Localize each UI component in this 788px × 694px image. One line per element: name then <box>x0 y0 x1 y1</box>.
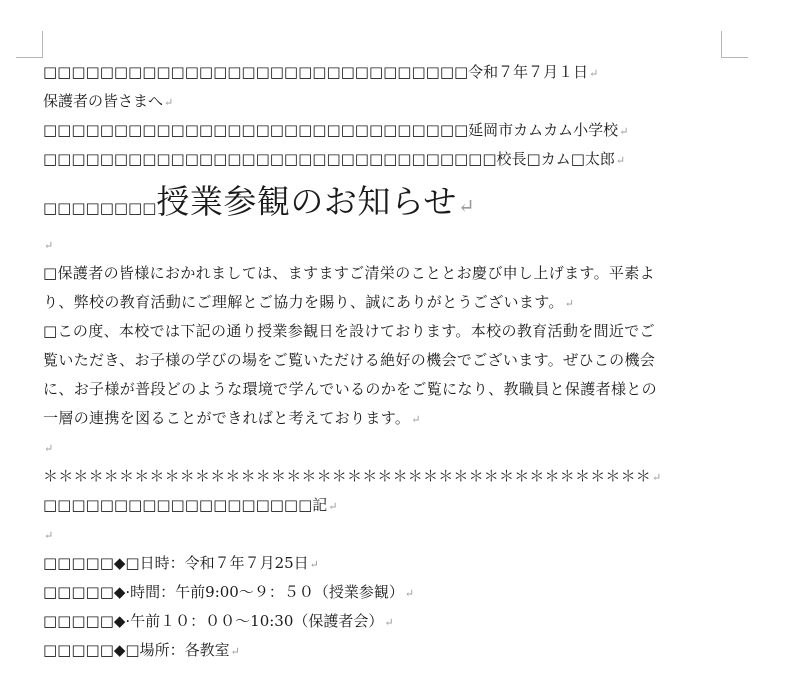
empty-paragraph <box>43 520 733 549</box>
paragraph-mark-icon: ↵ <box>589 67 599 80</box>
body-line: 覧いただき、お子様の学びの場をご覧いただける絶好の機会でございます。ぜひこの機会 <box>43 351 656 369</box>
detail-place: □□□□□◆□場所：各教室↵ <box>43 641 240 659</box>
detail-date: □□□□□◆□日時：令和７年７月25日↵ <box>43 554 319 572</box>
school-name-line: □□□□□□□□□□□□□□□□□□□□□□□□□□□□□□延岡市カムカム小学校↵ <box>43 121 629 139</box>
separator-line: ＊＊＊＊＊＊＊＊＊＊＊＊＊＊＊＊＊＊＊＊＊＊＊＊＊＊＊＊＊＊＊＊＊＊＊＊＊＊＊＊↵ <box>43 467 662 485</box>
paragraph-mark-icon: ↵ <box>384 616 394 629</box>
margin-corner-top-left <box>16 31 43 58</box>
paragraph-mark-icon: ↵ <box>411 413 421 426</box>
paragraph-mark-icon: ↵ <box>44 442 54 455</box>
addressee-line: 保護者の皆さまへ↵ <box>43 92 174 110</box>
detail-meeting: □□□□□◆·午前１０：００～10:30（保護者会）↵ <box>43 612 394 630</box>
paragraph-mark-icon: ↵ <box>457 194 475 218</box>
body-line: り、弊校の教育活動にご理解とご協力を賜り、誠にありがとうございます。↵ <box>43 293 575 311</box>
ki-line: □□□□□□□□□□□□□□□□□□□記↵ <box>43 496 338 514</box>
paragraph-mark-icon: ↵ <box>564 297 575 310</box>
body-line: □この度、本校では下記の通り授業参観日を設けております。本校の教育活動を間近でご <box>43 322 655 340</box>
paragraph-mark-icon: ↵ <box>404 587 415 600</box>
detail-time: □□□□□◆·時間：午前9:00～９：５０（授業参観）↵ <box>43 583 415 601</box>
paragraph-mark-icon: ↵ <box>309 558 319 571</box>
principal-line: □□□□□□□□□□□□□□□□□□□□□□□□□□□□□□□□校長□カム□太郎↵ <box>43 150 626 168</box>
paragraph-mark-icon: ↵ <box>615 154 626 167</box>
body-line: □保護者の皆様におかれましては、ますますご清栄のこととお慶び申し上げます。平素よ <box>43 264 655 282</box>
document-body[interactable] <box>43 58 733 665</box>
paragraph-mark-icon: ↵ <box>44 239 54 252</box>
empty-paragraph <box>43 230 733 259</box>
date-line: □□□□□□□□□□□□□□□□□□□□□□□□□□□□□□令和７年７月１日↵ <box>43 63 599 81</box>
margin-corner-top-right <box>721 31 748 58</box>
paragraph-mark-icon: ↵ <box>164 96 174 109</box>
paragraph-mark-icon: ↵ <box>230 645 240 658</box>
paragraph-mark-icon: ↵ <box>328 500 338 513</box>
paragraph-mark-icon: ↵ <box>619 125 629 138</box>
paragraph-mark-icon: ↵ <box>652 471 662 484</box>
body-line: に、お子様が普段どのような環境で学んでいるのかをご覧になり、教職員と保護者様との <box>43 380 658 398</box>
body-line: 一層の連携を図ることができればと考えております。↵ <box>43 409 421 427</box>
document-title: □□□□□□□□授業参観のお知らせ↵ <box>43 182 475 221</box>
empty-paragraph <box>43 433 733 462</box>
paragraph-mark-icon: ↵ <box>44 529 54 542</box>
title-text: 授業参観のお知らせ <box>156 182 457 221</box>
